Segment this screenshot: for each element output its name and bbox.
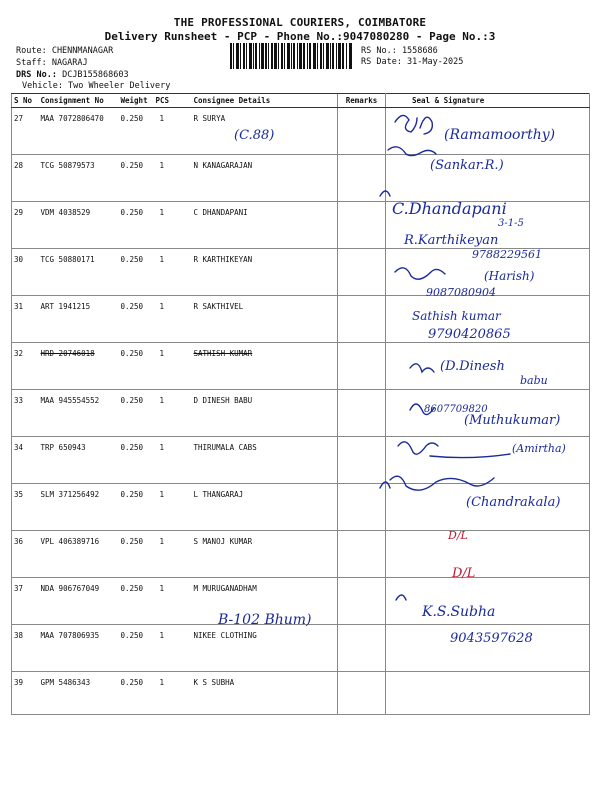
cell-signature <box>386 343 590 390</box>
cell-weight: 0.250 <box>119 578 154 625</box>
cell-remarks <box>338 625 386 672</box>
drs-value: DCJB155868603 <box>62 70 129 80</box>
col-consignee: Consignee Details <box>192 94 338 108</box>
cell-consignee: C DHANDAPANI <box>192 202 338 249</box>
rs-number: RS No.: 1558686 <box>361 46 438 56</box>
col-sno: S No <box>12 94 39 108</box>
cell-sno: 32 <box>12 343 39 390</box>
col-weight: Weight <box>119 94 154 108</box>
cell-sno: 39 <box>12 672 39 715</box>
runsheet-title: Delivery Runsheet - PCP - Phone No.:9047080280 - Page No.:3 <box>104 30 496 43</box>
cell-consignee: R SAKTHIVEL <box>192 296 338 343</box>
cell-signature <box>386 625 590 672</box>
cell-pcs: 1 <box>154 578 192 625</box>
table-row <box>12 249 590 296</box>
cell-pcs: 1 <box>154 155 192 202</box>
cell-pcs: 1 <box>154 249 192 296</box>
cell-consignee: R SURYA <box>192 108 338 155</box>
cell-sno: 33 <box>12 390 39 437</box>
cell-remarks <box>338 484 386 531</box>
handwritten-note-27: (C.88) <box>234 128 275 143</box>
cell-remarks <box>338 296 386 343</box>
drs-number <box>16 70 129 80</box>
cell-signature <box>386 672 590 715</box>
handwritten-signature-29b: 3-1-5 <box>498 218 524 229</box>
cell-remarks <box>338 155 386 202</box>
col-consignment: Consignment No <box>39 94 119 108</box>
cell-pcs: 1 <box>154 202 192 249</box>
cell-remarks <box>338 531 386 578</box>
cell-sno: 29 <box>12 202 39 249</box>
cell-consignee: SATHISH KUMAR <box>192 343 338 390</box>
cell-weight: 0.250 <box>119 343 154 390</box>
handwritten-signature-32: Sathish kumar <box>412 309 501 323</box>
cell-consignee: M MURUGANADHAM <box>192 578 338 625</box>
cell-pcs: 1 <box>154 672 192 715</box>
cell-weight: 0.250 <box>119 155 154 202</box>
handwritten-signature-28: (Sankar.R.) <box>430 158 504 173</box>
cell-consignee: S MANOJ KUMAR <box>192 531 338 578</box>
table-row <box>12 437 590 484</box>
handwritten-mark-37: D/L <box>448 529 468 542</box>
handwritten-phone-31: 9087080904 <box>426 286 496 299</box>
handwritten-signature-35: (Amirtha) <box>512 442 566 455</box>
cell-weight: 0.250 <box>119 390 154 437</box>
cell-remarks <box>338 343 386 390</box>
cell-signature <box>386 484 590 531</box>
table-row <box>12 108 590 155</box>
handwritten-note-39: B-102 Bhum) <box>218 612 312 628</box>
cell-consignee: R KARTHIKEYAN <box>192 249 338 296</box>
cell-weight: 0.250 <box>119 202 154 249</box>
handwritten-signature-30: R.Karthikeyan <box>404 233 499 248</box>
cell-consignee: L THANGARAJ <box>192 484 338 531</box>
table-row <box>12 155 590 202</box>
handwritten-signature-31: (Harish) <box>484 269 535 283</box>
cell-weight: 0.250 <box>119 625 154 672</box>
cell-remarks <box>338 672 386 715</box>
cell-consignment: MAA 945554552 <box>39 390 119 437</box>
cell-consignment: MAA 7072806470 <box>39 108 119 155</box>
cell-signature <box>386 249 590 296</box>
cell-pcs: 1 <box>154 390 192 437</box>
handwritten-signature-34: (Muthukumar) <box>464 413 561 428</box>
cell-weight: 0.250 <box>119 108 154 155</box>
cell-signature <box>386 155 590 202</box>
cell-sno: 30 <box>12 249 39 296</box>
cell-sno: 37 <box>12 578 39 625</box>
company-name: THE PROFESSIONAL COURIERS, COIMBATORE <box>173 16 427 29</box>
cell-weight: 0.250 <box>119 249 154 296</box>
cell-signature <box>386 578 590 625</box>
cell-pcs: 1 <box>154 531 192 578</box>
cell-sno: 38 <box>12 625 39 672</box>
cell-pcs: 1 <box>154 484 192 531</box>
cell-consignment: HRD 20746018 <box>39 343 119 390</box>
cell-sno: 35 <box>12 484 39 531</box>
table-header-row <box>12 94 590 108</box>
cell-signature <box>386 531 590 578</box>
cell-pcs: 1 <box>154 108 192 155</box>
cell-pcs: 1 <box>154 437 192 484</box>
cell-weight: 0.250 <box>119 296 154 343</box>
rs-date: RS Date: 31-May-2025 <box>361 57 464 67</box>
cell-consignment: TCG 50879573 <box>39 155 119 202</box>
route-label: Route: CHENNMANAGAR <box>16 46 114 56</box>
cell-weight: 0.250 <box>119 531 154 578</box>
cell-consignment: TCG 50880171 <box>39 249 119 296</box>
cell-sno: 36 <box>12 531 39 578</box>
handwritten-signature-33b: babu <box>520 374 548 387</box>
cell-consignment: VPL 406389716 <box>39 531 119 578</box>
handwritten-phone-32: 9790420865 <box>428 327 511 342</box>
cell-consignment: TRP 650943 <box>39 437 119 484</box>
handwritten-phone-39: 9043597628 <box>450 631 533 646</box>
vehicle-label: Vehicle: Two Wheeler Delivery <box>22 81 171 91</box>
cell-sno: 31 <box>12 296 39 343</box>
cell-consignee: THIRUMALA CABS <box>192 437 338 484</box>
cell-sno: 28 <box>12 155 39 202</box>
cell-signature <box>386 108 590 155</box>
cell-remarks <box>338 249 386 296</box>
cell-consignee: NIKEE CLOTHING <box>192 625 338 672</box>
table-row <box>12 531 590 578</box>
cell-pcs: 1 <box>154 343 192 390</box>
table-row <box>12 296 590 343</box>
cell-consignee: K S SUBHA <box>192 672 338 715</box>
table-row <box>12 390 590 437</box>
handwritten-signature-36: (Chandrakala) <box>466 495 561 510</box>
table-row <box>12 672 590 715</box>
cell-pcs: 1 <box>154 296 192 343</box>
cell-consignee: N KANAGARAJAN <box>192 155 338 202</box>
col-signature: Seal & Signature <box>386 94 590 108</box>
cell-remarks <box>338 108 386 155</box>
cell-signature <box>386 437 590 484</box>
cell-consignment: SLM 371256492 <box>39 484 119 531</box>
cell-signature <box>386 202 590 249</box>
cell-remarks <box>338 390 386 437</box>
cell-remarks <box>338 437 386 484</box>
barcode-image <box>230 43 352 69</box>
handwritten-signature-33: (D.Dinesh <box>440 359 505 374</box>
cell-weight: 0.250 <box>119 437 154 484</box>
cell-remarks <box>338 578 386 625</box>
handwritten-phone-34: 8607709820 <box>424 404 488 415</box>
table-row <box>12 625 590 672</box>
handwritten-phone-30: 9788229561 <box>472 248 542 261</box>
cell-consignment: ART 1941215 <box>39 296 119 343</box>
cell-consignment: MAA 707806935 <box>39 625 119 672</box>
cell-pcs: 1 <box>154 625 192 672</box>
staff-label: Staff: NAGARAJ <box>16 58 88 68</box>
cell-consignment: GPM 5486343 <box>39 672 119 715</box>
col-remarks: Remarks <box>338 94 386 108</box>
cell-consignment: VDM 4038529 <box>39 202 119 249</box>
table-row <box>12 578 590 625</box>
delivery-table <box>11 93 590 715</box>
handwritten-signature-29: C.Dhandapani <box>392 199 507 218</box>
handwritten-mark-38: D/L <box>452 566 476 581</box>
cell-weight: 0.250 <box>119 484 154 531</box>
col-pcs: PCS <box>154 94 192 108</box>
table-row <box>12 484 590 531</box>
drs-label: DRS No.: <box>16 70 57 80</box>
cell-consignment: NDA 906767049 <box>39 578 119 625</box>
cell-sno: 34 <box>12 437 39 484</box>
handwritten-signature-27: (Ramamoorthy) <box>444 127 556 143</box>
cell-weight: 0.250 <box>119 672 154 715</box>
cell-signature <box>386 390 590 437</box>
cell-remarks <box>338 202 386 249</box>
handwritten-signature-39: K.S.Subha <box>422 604 496 620</box>
cell-consignee: D DINESH BABU <box>192 390 338 437</box>
table-row <box>12 343 590 390</box>
cell-sno: 27 <box>12 108 39 155</box>
cell-signature <box>386 296 590 343</box>
table-row <box>12 202 590 249</box>
